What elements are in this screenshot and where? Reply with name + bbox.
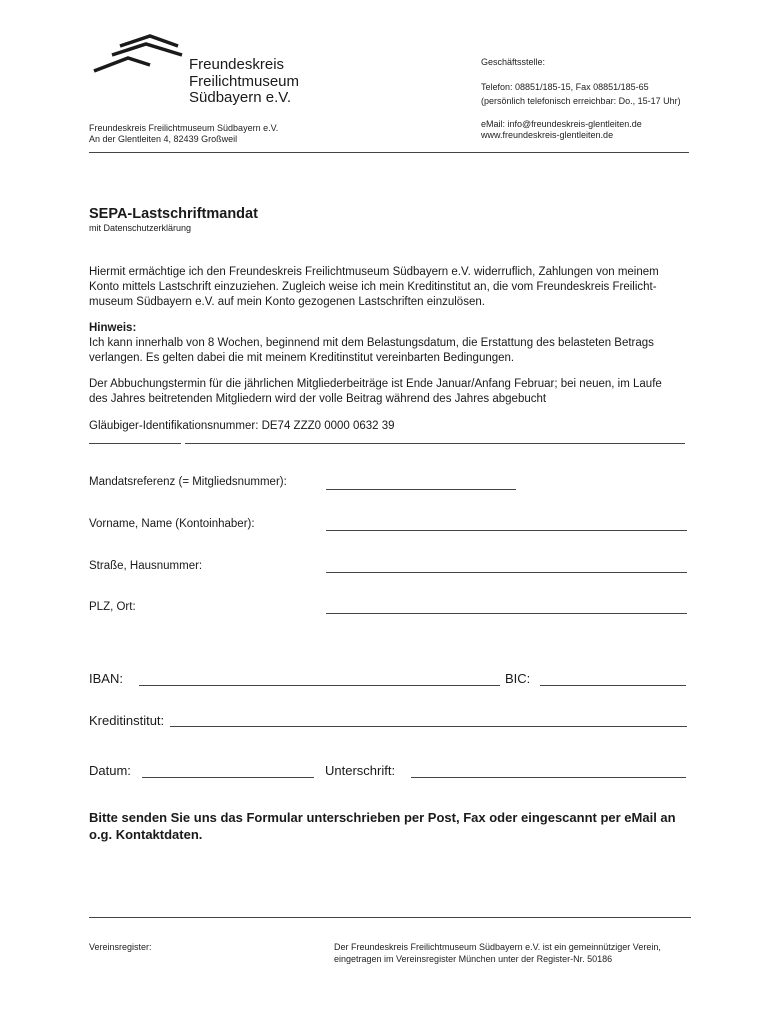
city-label: PLZ, Ort: [89, 601, 136, 613]
office-availability: (persönlich telefonisch erreichbar: Do., 15-17 Uhr) [481, 96, 681, 106]
date-label: Datum: [89, 763, 131, 778]
street-label: Straße, Hausnummer: [89, 560, 203, 572]
debit-info [89, 377, 689, 407]
city-field[interactable] [326, 613, 687, 614]
signature-field[interactable] [411, 777, 686, 778]
iban-label: IBAN: [89, 671, 123, 686]
bank-field[interactable] [170, 726, 687, 727]
intro-paragraph [89, 265, 689, 310]
intro-line: Konto mittels Lastschrift einzuziehen. Zugleich weise ich mein Kreditinstitut an, die vom Freundeskreis Freilicht- [89, 281, 657, 293]
register-note-line-2: eingetragen im Vereinsregister München unter der Register-Nr. 50186 [334, 954, 613, 964]
creditor-underline-long [185, 443, 685, 444]
intro-line: Hiermit ermächtige ich den Freundeskreis Freilichtmuseum Südbayern e.V. widerruflich, Zahlungen von meinem [89, 266, 659, 278]
register-note-line-1: Der Freundeskreis Freilichtmuseum Südbayern e.V. ist ein gemeinnütziger Verein, [334, 942, 661, 952]
street-field[interactable] [326, 572, 687, 573]
hinweis-line: Ich kann innerhalb von 8 Wochen, beginnend mit dem Belastungsdatum, die Erstattung des belasteten Betrags [89, 337, 654, 349]
logo-text [189, 57, 299, 107]
mandate-ref-field[interactable] [326, 489, 516, 490]
logo-line-1: Freundeskreis [189, 56, 285, 73]
header-divider [89, 152, 689, 153]
hinweis-block [89, 321, 689, 366]
intro-line: museum Südbayern e.V. auf mein Konto gezogenen Lastschriften einzulösen. [89, 296, 485, 308]
bank-label: Kreditinstitut: [89, 713, 165, 728]
name-field[interactable] [326, 530, 687, 531]
logo-line-3: Südbayern e.V. [189, 89, 292, 106]
name-label: Vorname, Name (Kontoinhaber): [89, 518, 255, 530]
debit-info-line: des Jahres beitretenden Mitgliedern wird der volle Beitrag während des Jahres abgebucht [89, 393, 547, 405]
footer-divider [89, 917, 691, 918]
bic-label: BIC: [505, 671, 531, 686]
hinweis-line: verlangen. Es gelten dabei die mit meinem Kreditinstitut vereinbarten Bedingungen. [89, 352, 515, 364]
bic-field[interactable] [540, 685, 686, 686]
cta-line: Bitte senden Sie uns das Formular unterschrieben per Post, Fax oder eingescannt per eMail an [89, 810, 676, 825]
page-subtitle: mit Datenschutzerklärung [89, 223, 192, 233]
office-phone: Telefon: 08851/185-15, Fax 08851/185-65 [481, 82, 649, 92]
date-field[interactable] [142, 777, 314, 778]
logo-roof-icon [90, 34, 185, 76]
cta-line: o.g. Kontaktdaten. [89, 827, 203, 842]
submission-instructions [89, 809, 676, 843]
mandate-ref-label: Mandatsreferenz (= Mitgliedsnummer): [89, 476, 287, 488]
register-label: Vereinsregister: [89, 942, 152, 952]
signature-label: Unterschrift: [325, 763, 396, 778]
logo-line-2: Freilichtmuseum [189, 72, 300, 90]
office-label: Geschäftsstelle: [481, 57, 546, 67]
debit-info-line: Der Abbuchungstermin für die jährlichen Mitgliederbeiträge ist Ende Januar/Anfang Februar; bei neuen, im Laufe [89, 378, 662, 390]
page-title: SEPA-Lastschriftmandat [89, 206, 258, 222]
office-website: www.freundeskreis-glentleiten.de [481, 130, 614, 140]
hinweis-heading: Hinweis: [89, 322, 137, 334]
creditor-id: Gläubiger-Identifikationsnummer: DE74 ZZZ0 0000 0632 39 [89, 420, 395, 432]
sender-name: Freundeskreis Freilichtmuseum Südbayern e.V. [89, 123, 279, 133]
sender-address: An der Glentleiten 4, 82439 Großweil [89, 134, 238, 144]
creditor-underline-short [89, 443, 181, 444]
office-email: eMail: info@freundeskreis-glentleiten.de [481, 119, 642, 129]
iban-field[interactable] [139, 685, 500, 686]
